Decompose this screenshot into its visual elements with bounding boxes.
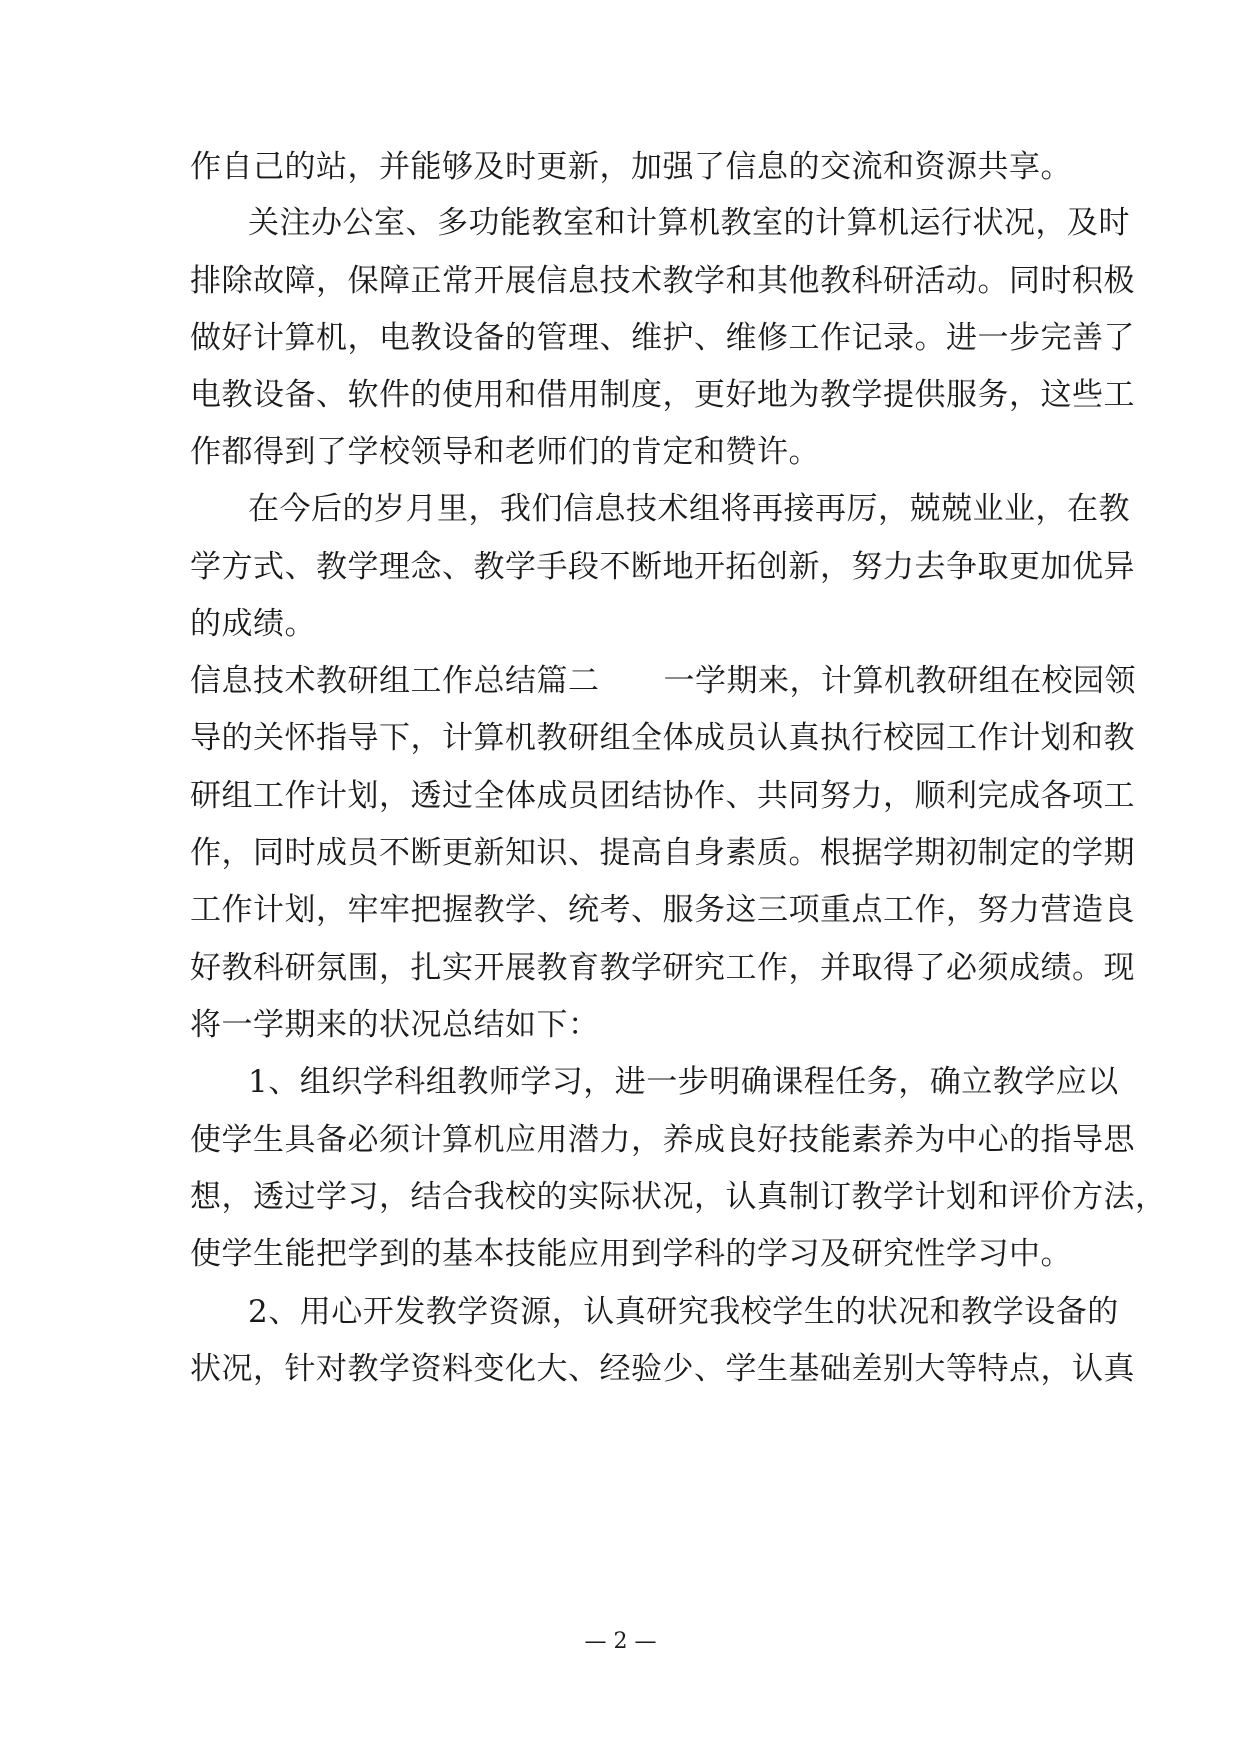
- page-number: — 2 —: [584, 1629, 657, 1654]
- text-line: 作都得到了学校领导和老师们的肯定和赞许。: [190, 434, 820, 470]
- text-line: 将一学期来的状况总结如下：: [190, 1007, 600, 1043]
- text-line: 1、组织学科组教师学习，进一步明确课程任务，确立教学应以: [248, 1064, 1119, 1100]
- text-line: 想，透过学习，结合我校的实际状况，认真制订教学计划和评价方法，: [190, 1179, 1167, 1215]
- text-line: 使学生具备必须计算机应用潜力，养成良好技能素养为中心的指导思: [190, 1122, 1135, 1158]
- text-line: 2、用心开发教学资源，认真研究我校学生的状况和教学设备的: [248, 1294, 1119, 1330]
- text-line: 关注办公室、多功能教室和计算机教室的计算机运行状况，及时: [248, 205, 1130, 241]
- text-line: 作，同时成员不断更新知识、提高自身素质。根据学期初制定的学期: [190, 835, 1135, 871]
- text-line: 在今后的岁月里，我们信息技术组将再接再厉，兢兢业业，在教: [248, 491, 1130, 527]
- text-line: 做好计算机，电教设备的管理、维护、维修工作记录。进一步完善了: [190, 320, 1135, 356]
- text-line: 学方式、教学理念、教学手段不断地开拓创新，努力去争取更加优异: [190, 549, 1135, 585]
- text-line: 工作计划，牢牢把握教学、统考、服务这三项重点工作，努力营造良: [190, 892, 1135, 928]
- text-line: 研组工作计划，透过全体成员团结协作、共同努力，顺利完成各项工: [190, 778, 1135, 814]
- section-heading-line: [190, 661, 1136, 701]
- text-line: 一学期来，计算机教研组在校园领: [663, 663, 1136, 699]
- text-line: 排除故障，保障正常开展信息技术教学和其他教科研活动。同时积极: [190, 263, 1135, 299]
- section-heading: 信息技术教研组工作总结篇二: [190, 663, 600, 699]
- text-line: 状况，针对教学资料变化大、经验少、学生基础差别大等特点，认真: [190, 1351, 1135, 1387]
- text-line: 使学生能把学到的基本技能应用到学科的学习及研究性学习中。: [190, 1236, 1072, 1272]
- text-line: 的成绩。: [190, 606, 316, 642]
- text-line: 导的关怀指导下，计算机教研组全体成员认真执行校园工作计划和教: [190, 720, 1135, 756]
- text-line: 作自己的站，并能够及时更新，加强了信息的交流和资源共享。: [190, 149, 1072, 185]
- text-line: 电教设备、软件的使用和借用制度，更好地为教学提供服务，这些工: [190, 377, 1135, 413]
- text-line: 好教科研氛围，扎实开展教育教学研究工作，并取得了必须成绩。现: [190, 950, 1135, 986]
